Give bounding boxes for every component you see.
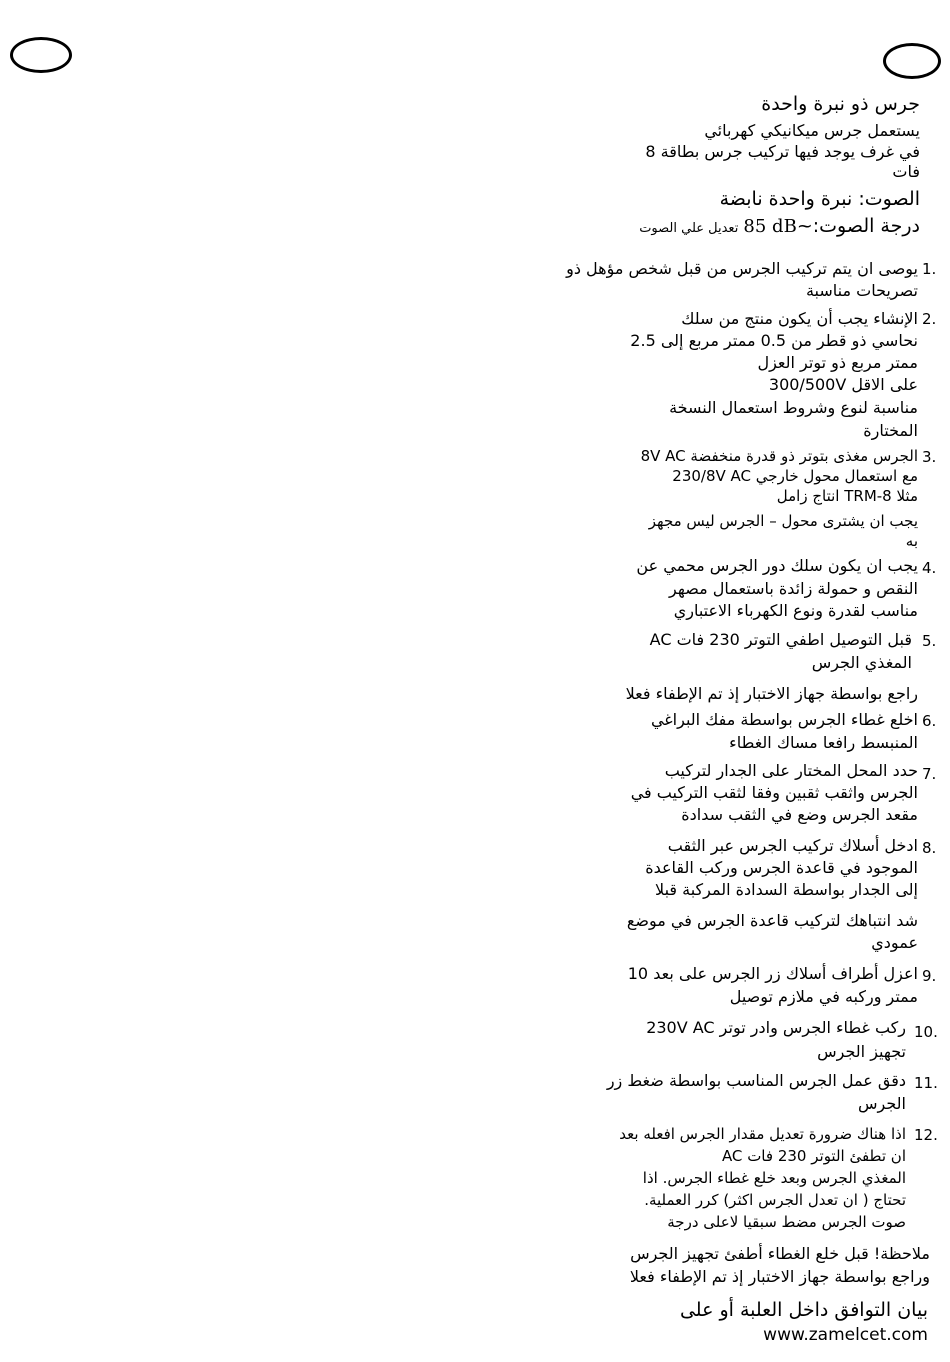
list-item-line: المختارة	[863, 421, 918, 440]
website-link[interactable]: www.zamelcet.com	[763, 1325, 928, 1345]
list-item-line: مناسبة لنوع وشروط استعمال النسخة	[669, 398, 918, 417]
intro-line: فات	[892, 162, 920, 181]
list-item-line: الجرس واثقب ثقبين وفقا لثقب التركيب في	[630, 783, 918, 802]
item-number: 11.	[914, 1074, 938, 1092]
remark-line: ملاحظة! قبل خلع الغطاء أطفئ تجهيز الجرس	[630, 1244, 930, 1263]
hole-marker-right	[883, 43, 941, 79]
list-item-line: اعزل أطراف أسلاك زر الجرس على بعد 10	[627, 964, 918, 983]
list-item-line: صوت الجرس مضط سبقيا لاعلى درجة	[667, 1213, 906, 1231]
list-item-line: المنبسط رافعا مساك الغطاء	[729, 733, 918, 752]
list-item-line: تحتاج ( ان تعدل الجرس اكثر) كرر العملية.	[644, 1191, 906, 1209]
list-item-line: الموجود في قاعدة الجرس وركب القاعدة	[645, 858, 918, 877]
list-item-line: قبل التوصيل اطفي التوتر 230 فات AC	[649, 630, 912, 649]
list-item-line: تجهيز الجرس	[817, 1042, 906, 1061]
list-item-line: على الاقل 300/500V	[768, 375, 918, 394]
list-item-line: شد انتباهك لتركيب قاعدة الجرس في موضع	[626, 911, 918, 930]
item-number: 7.	[922, 765, 937, 783]
item-number: 1.	[922, 260, 937, 278]
hole-marker-left	[10, 37, 72, 73]
list-item-line: المغذي الجرس وبعد خلع غطاء الجرس. اذا	[642, 1169, 906, 1187]
list-item-line: الإنشاء يجب أن يكون منتج من سلك	[681, 309, 918, 328]
list-item-line: نحاسي ذو قطر من 0.5 ممتر مربع إلى 2.5	[630, 331, 918, 350]
list-item-line: ركب غطاء الجرس وادر توتر 230V AC	[646, 1018, 906, 1037]
item-number: 8.	[922, 839, 937, 857]
list-item-line: دقق عمل الجرس المناسب بواسطة ضغط زر	[606, 1071, 906, 1090]
sound-line: الصوت: نبرة واحدة نابضة	[719, 188, 920, 210]
volume-line	[639, 214, 920, 239]
volume-note: تعديل علي الصوت	[639, 221, 739, 236]
list-item-line: المغذي الجرس	[811, 653, 912, 672]
remark-line: وراجع بواسطة جهاز الاختبار إذ تم الإطفاء فعلا	[629, 1267, 930, 1286]
item-number: 2.	[922, 310, 937, 328]
item-number: 10.	[914, 1023, 938, 1041]
list-item-line: يجب ان يشترى محول – الجرس ليس مجهز	[648, 512, 918, 530]
list-item-line: إلى الجدار بواسطة السدادة المركبة قبلا	[655, 880, 918, 899]
list-item-line: الجرس	[857, 1094, 906, 1113]
list-item-line: يجب ان يكون سلك دور الجرس محمي عن	[636, 556, 918, 575]
list-item-line: عمودي	[871, 933, 918, 952]
list-item-line: ان تطفئ التوتر 230 فات AC	[721, 1147, 906, 1165]
list-item-line: مقعد الجرس وضع في الثقب سدادة	[681, 805, 918, 824]
item-number: 12.	[914, 1126, 938, 1144]
list-item-line: مناسب لقدرة ونوع الكهرباء الاعتباري	[673, 601, 918, 620]
item-number: 5.	[922, 632, 937, 650]
list-item-line: اخلع غطاء الجرس بواسطة مفك البراغي	[650, 710, 918, 729]
page-title: جرس ذو نبرة واحدة	[761, 93, 920, 115]
list-item-line: ممتر وركبه في ملازم توصيل	[729, 987, 918, 1006]
list-item-line: مع استعمال محول خارجي 230/8V AC	[672, 467, 918, 485]
list-item-line: يوصى ان يتم تركيب الجرس من قبل شخص مؤهل ذو	[566, 259, 918, 278]
list-item-line: النقص و حمولة زائدة باستعمال مصهر	[669, 579, 918, 598]
volume-label: درجة الصوت:~	[796, 215, 920, 237]
list-item-line: ممتر مربع ذو توتر العزل	[757, 353, 918, 372]
list-item-line: ادخل أسلاك تركيب الجرس عبر الثقب	[667, 836, 918, 855]
list-item-line: حدد المحل المختار على الجدار لتركيب	[664, 761, 918, 780]
item-number: 3.	[922, 448, 937, 466]
list-item-line: مثلا TRM-8 انتاج زامل	[776, 487, 918, 505]
volume-value: 85 dB	[743, 216, 797, 237]
list-item-line: الجرس مغذى بتوتر ذو قدرة منخفضة 8V AC	[640, 447, 918, 465]
item-number: 9.	[922, 967, 937, 985]
intro-line: في غرف يوجد فيها تركيب جرس بطاقة 8	[645, 142, 920, 161]
conformity-statement: بيان التوافق داخل العلبة أو على	[679, 1299, 928, 1321]
list-item-line: اذا هناك ضرورة تعديل مقدار الجرس افعله بعد	[619, 1125, 906, 1143]
intro-line: يستعمل جرس ميكانيكي كهربائي	[704, 121, 920, 140]
list-item-line: تصريحات مناسبة	[805, 281, 918, 300]
item-number: 6.	[922, 712, 937, 730]
item-number: 4.	[922, 559, 937, 577]
list-item-line: راجع بواسطة جهاز الاختبار إذ تم الإطفاء فعلا	[625, 684, 918, 703]
list-item-line: به	[905, 532, 918, 550]
